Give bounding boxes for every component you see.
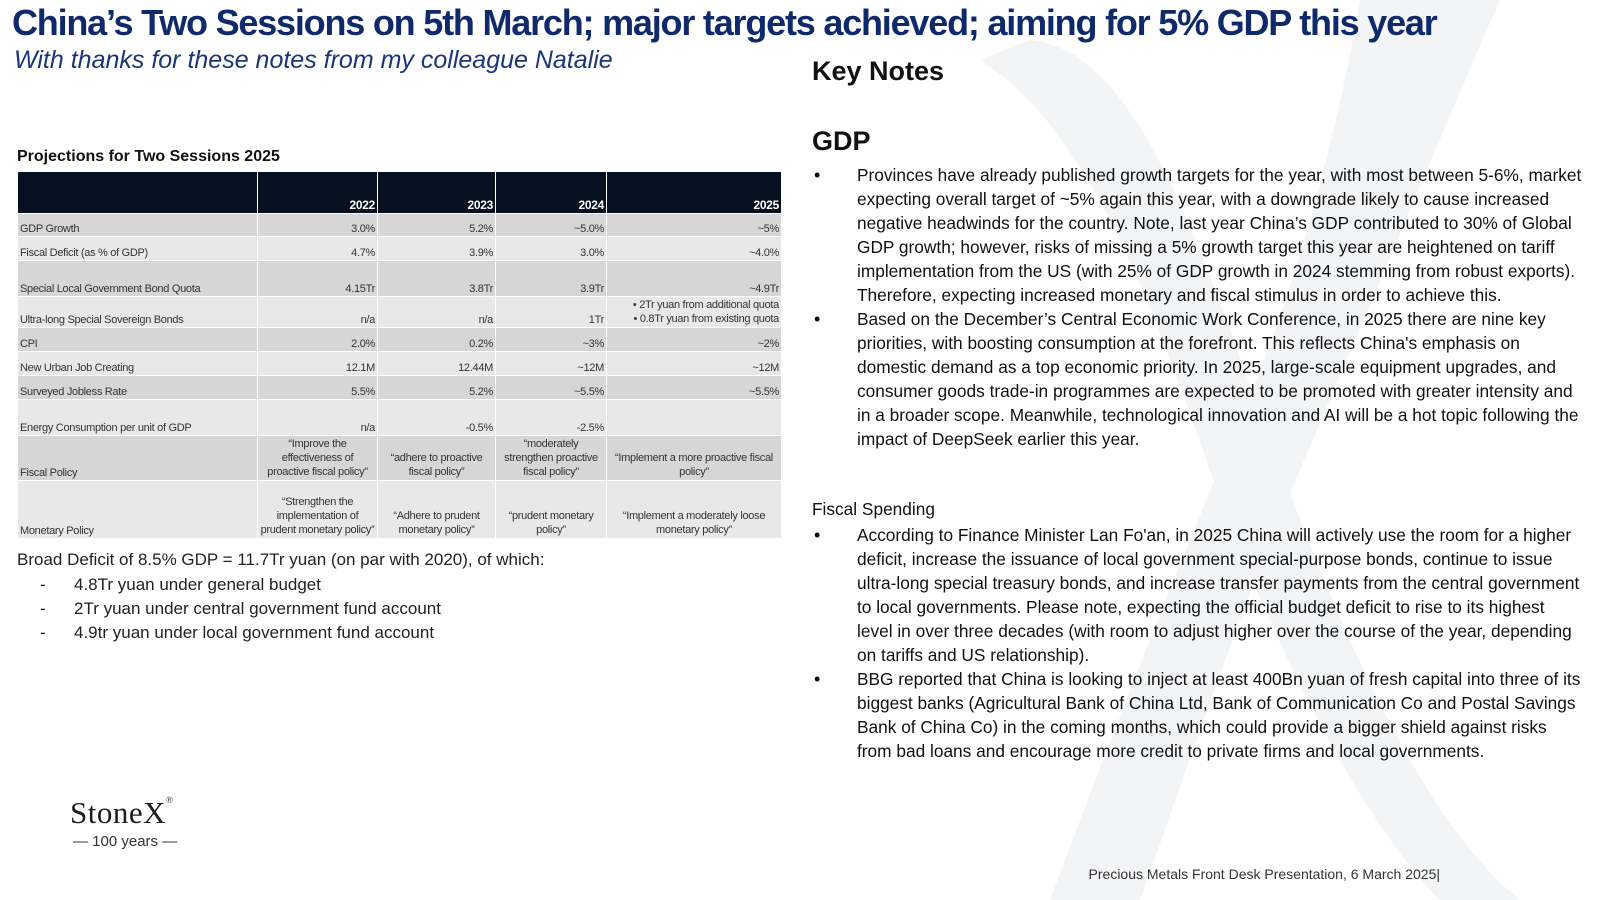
- table-cell: “Strengthen the implementation of prudent monetary policy”: [258, 481, 378, 539]
- table-cell: “Implement a more proactive fiscal policy”: [607, 436, 782, 481]
- table-header-label: [18, 172, 258, 214]
- deficit-list: [40, 573, 441, 645]
- row-label: Fiscal Policy: [18, 436, 258, 481]
- page-subtitle: With thanks for these notes from my colleague Natalie: [14, 46, 613, 74]
- footer-text: Precious Metals Front Desk Presentation, 6 March 2025|: [1088, 866, 1440, 882]
- table-cell: 3.0%: [258, 214, 378, 237]
- table-header-year: 2025: [607, 172, 782, 214]
- quota-item: • 0.8Tr yuan from existing quota: [609, 312, 779, 326]
- table-cell: “Adhere to prudent monetary policy”: [378, 481, 496, 539]
- list-item: - 4.9tr yuan under local government fund account: [40, 623, 435, 642]
- table-cell: ~4.9Tr: [607, 261, 782, 297]
- bullet-item: • BBG reported that China is looking to inject at least 400Bn yuan of fresh capital into three of its biggest banks (Agricultural Bank of China Ltd, Bank of Communication Co and Postal Savings Bank of China Co) in the coming months, which could provide a bigger shield against risks from bad loans and encourage more credit to private firms and local governments.: [812, 667, 1584, 763]
- table-cell: n/a: [258, 297, 378, 328]
- table-header-year: 2024: [496, 172, 607, 214]
- table-cell: ~5.0%: [496, 214, 607, 237]
- row-label: Special Local Government Bond Quota: [18, 261, 258, 297]
- table-cell: “Implement a moderately loose monetary policy”: [607, 481, 782, 539]
- table-cell: 0.2%: [378, 328, 496, 352]
- trademark-mark: ®: [166, 795, 174, 805]
- deficit-summary: Broad Deficit of 8.5% GDP = 11.7Tr yuan (on par with 2020), of which:: [17, 550, 545, 569]
- table-cell: -2.5%: [496, 400, 607, 436]
- table-row: [18, 400, 782, 436]
- table-cell: -0.5%: [378, 400, 496, 436]
- table-header-year: 2022: [258, 172, 378, 214]
- table-cell: [607, 400, 782, 436]
- table-row: [18, 376, 782, 400]
- table-cell: “prudent monetary policy”: [496, 481, 607, 539]
- stonex-logo: [70, 795, 177, 850]
- table-cell: 1Tr: [496, 297, 607, 328]
- table-cell: [607, 297, 782, 328]
- table-cell: 12.1M: [258, 352, 378, 376]
- row-label: Energy Consumption per unit of GDP: [18, 400, 258, 436]
- quota-list: [609, 298, 779, 326]
- table-cell: ~3%: [496, 328, 607, 352]
- table-cell: ~4.0%: [607, 237, 782, 261]
- fiscal-spending-heading: Fiscal Spending: [812, 499, 935, 519]
- table-row: [18, 328, 782, 352]
- table-cell: ~12M: [607, 352, 782, 376]
- table-cell: 5.2%: [378, 214, 496, 237]
- table-cell: 12.44M: [378, 352, 496, 376]
- table-header-year: 2023: [378, 172, 496, 214]
- logo-tagline: — 100 years —: [73, 833, 178, 850]
- row-label: CPI: [18, 328, 258, 352]
- table-cell: 2.0%: [258, 328, 378, 352]
- table-cell: “moderately strengthen proactive fiscal policy”: [496, 436, 607, 481]
- table-cell: ~12M: [496, 352, 607, 376]
- gdp-bullet-list: [812, 163, 1584, 451]
- deficit-item-text: 4.8Tr yuan under general budget: [74, 575, 321, 594]
- table-row: [18, 237, 782, 261]
- bullet-item: • According to Finance Minister Lan Fo'an, in 2025 China will actively use the room for a higher deficit, increase the issuance of local government special-purpose bonds, continue to issue ultra-long special treasury bonds, and increase transfer payments from the central government to local governments. Please note, expecting the official budget deficit to rise to its highest level in over three decades (with room to adjust higher over the course of the year, depending on tariffs and US relationship).: [812, 523, 1584, 667]
- table-cell: 3.9%: [378, 237, 496, 261]
- table-cell: ~2%: [607, 328, 782, 352]
- page-title: China’s Two Sessions on 5th March; major targets achieved; aiming for 5% GDP this year: [12, 2, 1437, 43]
- table-cell: “adhere to proactive fiscal policy”: [378, 436, 496, 481]
- table-cell: 4.15Tr: [258, 261, 378, 297]
- table-row: [18, 352, 782, 376]
- table-cell: 3.8Tr: [378, 261, 496, 297]
- logo-name-text: StoneX: [70, 795, 166, 830]
- table-cell: ~5.5%: [496, 376, 607, 400]
- projections-table: [17, 171, 782, 539]
- deficit-item-text: 4.9tr yuan under local government fund account: [74, 623, 435, 642]
- quota-item: • 2Tr yuan from additional quota: [609, 298, 779, 312]
- table-cell: n/a: [258, 400, 378, 436]
- table-cell: 5.5%: [258, 376, 378, 400]
- table-cell: 4.7%: [258, 237, 378, 261]
- table-row: [18, 297, 782, 328]
- table-row: [18, 214, 782, 237]
- logo-wordmark: [70, 795, 177, 831]
- row-label: Ultra-long Special Sovereign Bonds: [18, 297, 258, 328]
- bullet-item: • Provinces have already published growth targets for the year, with most between 5-6%, market expecting overall target of ~5% again this year, with a downgrade likely to cause increased negative headwinds for the country. Note, last year China’s GDP contributed to 30% of Global GDP growth; however, risks of missing a 5% growth target this year are heightened on tariff implementation from the US (with 25% of GDP growth in 2024 stemming from robust exports). Therefore, expecting increased monetary and fiscal stimulus in order to achieve this.: [812, 163, 1584, 307]
- row-label: New Urban Job Creating: [18, 352, 258, 376]
- row-label: Monetary Policy: [18, 481, 258, 539]
- list-item: - 2Tr yuan under central government fund account: [40, 599, 441, 618]
- table-header-row: [18, 172, 782, 214]
- key-notes-heading: Key Notes: [812, 56, 945, 86]
- table-cell: 3.0%: [496, 237, 607, 261]
- row-label: Fiscal Deficit (as % of GDP): [18, 237, 258, 261]
- table-row: [18, 436, 782, 481]
- table-cell: “Improve the effectiveness of proactive fiscal policy”: [258, 436, 378, 481]
- row-label: GDP Growth: [18, 214, 258, 237]
- table-row: [18, 481, 782, 539]
- table-title: Projections for Two Sessions 2025: [17, 148, 280, 165]
- table-cell: n/a: [378, 297, 496, 328]
- deficit-item-text: 2Tr yuan under central government fund account: [74, 599, 441, 618]
- table-row: [18, 261, 782, 297]
- table-cell: ~5.5%: [607, 376, 782, 400]
- table-cell: 3.9Tr: [496, 261, 607, 297]
- table-cell: ~5%: [607, 214, 782, 237]
- gdp-heading: GDP: [812, 126, 871, 156]
- table-cell: 5.2%: [378, 376, 496, 400]
- fiscal-bullet-list: [812, 523, 1584, 763]
- list-item: - 4.8Tr yuan under general budget: [40, 575, 321, 594]
- bullet-item: • Based on the December’s Central Economic Work Conference, in 2025 there are nine key priorities, with boosting consumption at the forefront. This reflects China's emphasis on domestic demand as a top economic priority. In 2025, large-scale equipment upgrades, and consumer goods trade-in programmes are expected to be promoted with greater intensity and in a broader scope. Meanwhile, technological innovation and AI will be a hot topic following the impact of DeepSeek earlier this year.: [812, 307, 1584, 451]
- row-label: Surveyed Jobless Rate: [18, 376, 258, 400]
